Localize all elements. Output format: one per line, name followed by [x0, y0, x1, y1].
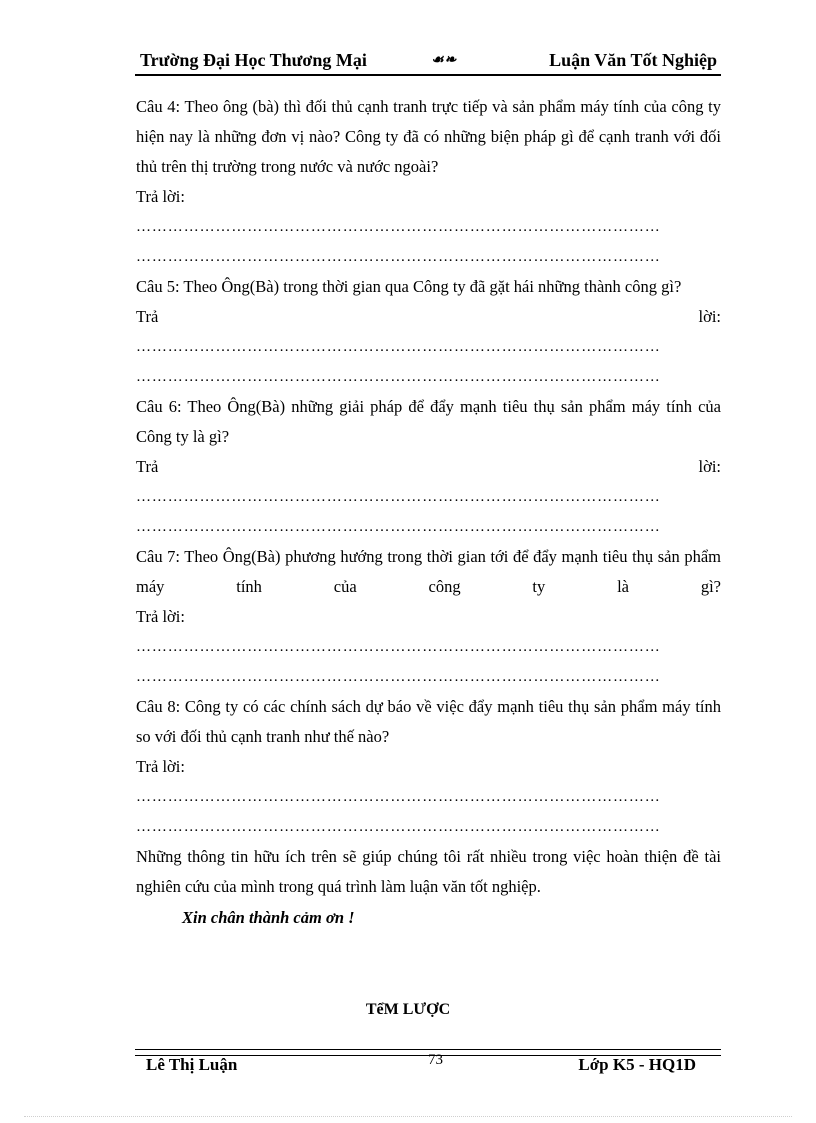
paragraph: Câu 7: Theo Ông(Bà) phương hướng trong thời gian tới để đẩy mạnh tiêu thụ sản phẩm máy tính của công ty là gì?: [136, 547, 721, 596]
paragraph: Trả lời:: [136, 757, 185, 776]
footer-author: Lê Thị Luận: [146, 1055, 238, 1074]
answer-line: ………………………………………………………………………………………: [136, 219, 661, 235]
paragraph: Trả lời:: [136, 457, 721, 476]
paragraph: Trả lời:: [136, 607, 185, 626]
answer-line: ………………………………………………………………………………………: [136, 519, 661, 535]
page-header: [135, 48, 721, 76]
header-thesis-label: Luận Văn Tốt Nghiệp: [549, 50, 717, 70]
paragraph: Trả lời:: [136, 187, 185, 206]
answer-line: ………………………………………………………………………………………: [136, 639, 661, 655]
paragraph: Câu 6: Theo Ông(Bà) những giải pháp để đẩy mạnh tiêu thụ sản phẩm máy tính của Công ty là gì?: [136, 397, 721, 446]
paragraph: Câu 8: Công ty có các chính sách dự báo về việc đẩy mạnh tiêu thụ sản phẩm máy tính so với đối thủ cạnh tranh như thế nào?: [136, 697, 721, 746]
answer-line: ………………………………………………………………………………………: [136, 249, 661, 265]
header-ornament-icon: ☙❧: [431, 53, 458, 68]
answer-line: ………………………………………………………………………………………: [136, 339, 661, 355]
footer-class: Lớp K5 - HQ1D: [578, 1055, 696, 1074]
paragraph: Câu 5: Theo Ông(Bà) trong thời gian qua Công ty đã gặt hái những thành công gì?: [136, 277, 682, 296]
answer-line: ………………………………………………………………………………………: [136, 489, 661, 505]
answer-line: ………………………………………………………………………………………: [136, 369, 661, 385]
section-title: TểM LƯỢC: [365, 1001, 451, 1018]
answer-line: ………………………………………………………………………………………: [136, 819, 661, 835]
paragraph: Câu 4: Theo ông (bà) thì đối thủ cạnh tranh trực tiếp và sản phẩm máy tính của công ty hiện nay là những đơn vị nào? Công ty đã có những biện pháp gì để cạnh tranh với đối thủ trên thị trường trong nước và nước ngoài?: [136, 97, 721, 176]
page-number: 73: [428, 1052, 443, 1068]
answer-line: ………………………………………………………………………………………: [136, 669, 661, 685]
paragraph: Những thông tin hữu ích trên sẽ giúp chúng tôi rất nhiều trong việc hoàn thiện đề tài nghiên cứu của mình trong quá trình làm luận văn tốt nghiệp.: [136, 847, 721, 896]
paragraph: Trả lời:: [136, 307, 721, 326]
survey-questions: [136, 92, 721, 934]
answer-line: ………………………………………………………………………………………: [136, 789, 661, 805]
closing-thanks: Xin chân thành cảm ơn !: [182, 908, 355, 927]
header-university: Trường Đại Học Thương Mại: [140, 50, 367, 70]
page-edge-divider: [24, 1116, 792, 1117]
